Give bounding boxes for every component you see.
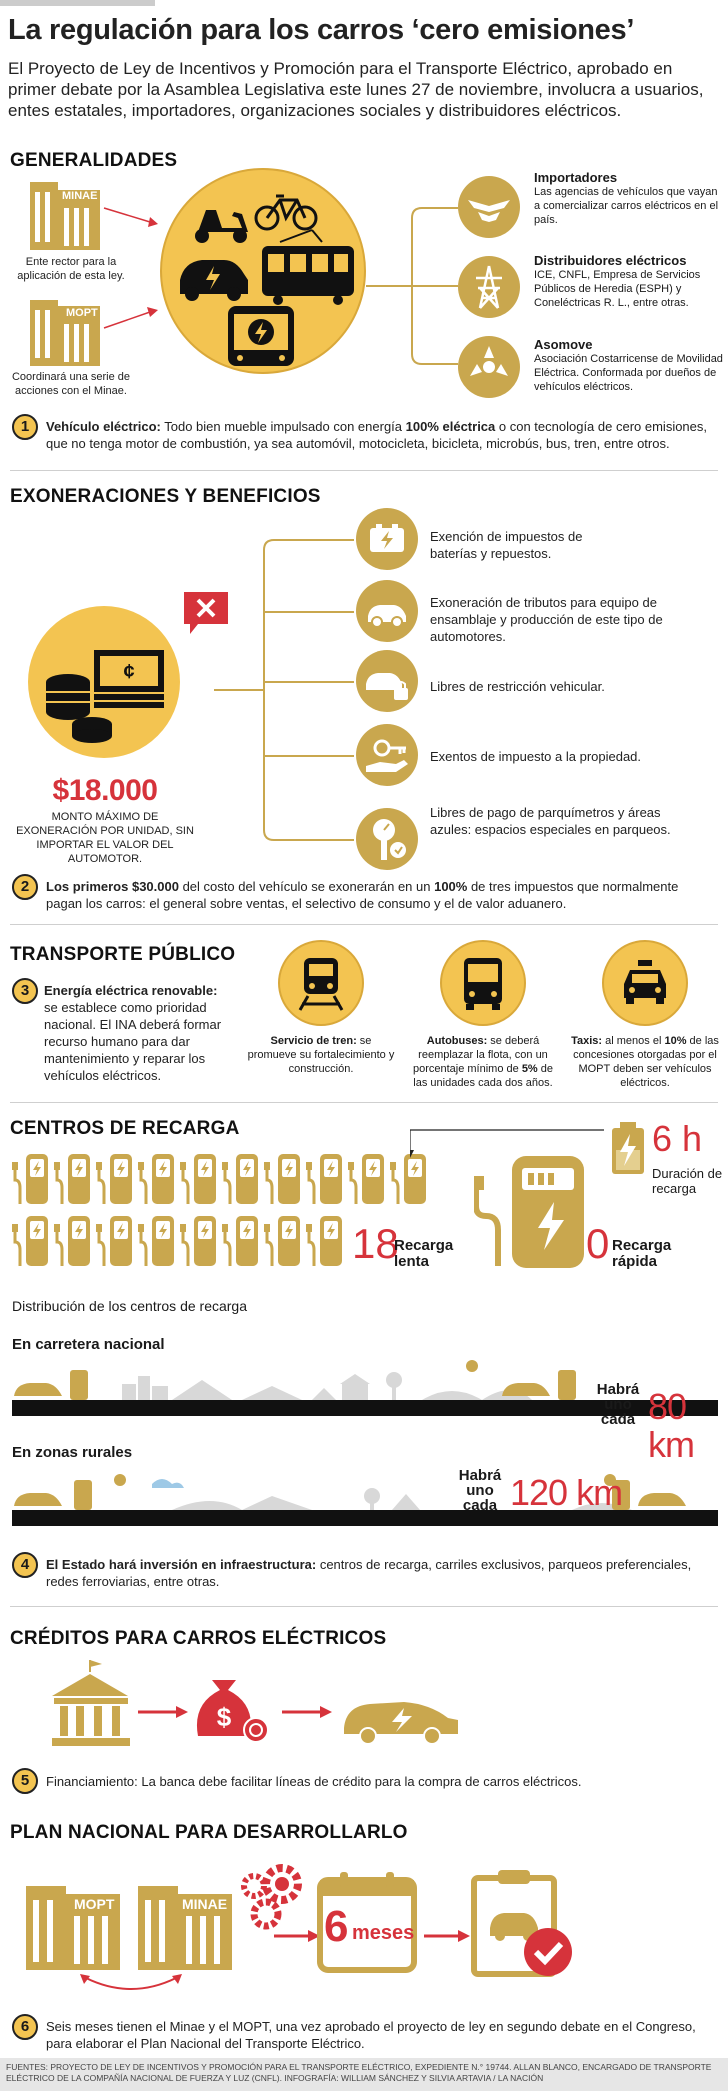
bank-icon [52, 1660, 130, 1746]
taxi-caption [570, 1034, 720, 1090]
benefit-item: Exención de impuestos de baterías y repuestos. [430, 529, 583, 561]
arrow [274, 1926, 322, 1946]
note-number: 6 [12, 2014, 38, 2040]
page-title: La regulación para los carros ‘cero emisiones’ [8, 14, 635, 46]
note-energia-renovable [44, 982, 226, 1084]
note-text: del costo del vehículo se exonerarán en un [178, 879, 435, 894]
car-assembly-icon [356, 580, 418, 642]
benefit-item: Libres de pago de parquímetros y áreas azules: espacios especiales en parqueos. [430, 805, 671, 837]
slow-charger-icon [138, 1150, 178, 1211]
minae-sign: MINAE [182, 1896, 228, 1912]
note-text: centros de recarga, carriles exclusivos, parqueos preferenciales, redes ferroviarias, entre otras. [46, 1557, 692, 1589]
car-lock-icon [356, 650, 418, 712]
actor-importadores [534, 170, 724, 227]
battery-icon [356, 508, 418, 570]
slow-charger-count: 18 [352, 1220, 399, 1267]
actor-distribuidores [534, 253, 724, 310]
road-km: 80 km [648, 1386, 694, 1465]
caption-bold: Autobuses: [426, 1035, 488, 1047]
note-exoneracion [46, 878, 718, 912]
caption-bold: Taxis: [571, 1035, 603, 1047]
note-bold: Energía eléctrica renovable: [44, 983, 218, 998]
divider [10, 1606, 718, 1607]
slow-charger-icon [348, 1150, 388, 1211]
mopt-sign: MOPT [74, 1896, 115, 1912]
slow-charger-icon [54, 1212, 94, 1273]
actors-bracket [366, 200, 462, 370]
distribution-title: Distribución de los centros de recarga [12, 1298, 248, 1314]
months-label: meses [352, 1922, 415, 1944]
mopt-building-icon [26, 1886, 120, 1970]
svg-text:¢: ¢ [123, 661, 135, 683]
note-text: Todo bien mueble impulsado con energía [160, 419, 406, 434]
slow-charger-icon [180, 1150, 220, 1211]
minae-building-icon [138, 1886, 232, 1970]
arrow [424, 1926, 472, 1946]
caption-text: de las unidades cada dos años. [413, 1063, 554, 1089]
actor-desc: Asociación Costarricense de Movilidad Eléctrica. Conformada por dueños de vehículos eléctricos. [534, 353, 723, 393]
note-text: o con tecnología de cero emisiones, que no tenga motor de combustión, ya sea automóvil, motocicleta, bicicleta, microbús, bus, tren, entre otros. [46, 419, 708, 451]
charger-right [558, 1370, 576, 1400]
note-number: 3 [12, 978, 38, 1004]
svg-text:$: $ [216, 1702, 232, 1732]
footer-sources: FUENTES: PROYECTO DE LEY DE INCENTIVOS Y PROMOCIÓN PARA EL TRANSPORTE ELÉCTRICO, EXPEDIENTE N.° 19744. ALLAN BLANCO, ENCARGADO DE TRANSPORTE ELÉCTRICO DE LA COMPAÑÍA NACIONAL DE FUERZA Y LUZ (CNFL). INFOGRAFÍA: WILLIAM SÁNCHEZ Y SILVIA ARTAVIA / LA NACIÓN [6, 2062, 712, 2083]
slow-charger-icon [54, 1150, 94, 1211]
parking-meter-icon [356, 808, 418, 870]
note-financiamiento: Financiamiento: La banca debe facilitar líneas de crédito para la compra de carros eléctricos. [46, 1774, 582, 1789]
note-number: 1 [12, 414, 38, 440]
note-number: 4 [12, 1552, 38, 1578]
slow-charger-icon [12, 1150, 52, 1211]
credit-flow [50, 1656, 470, 1752]
slow-charger-icon [96, 1150, 136, 1211]
electric-tower-icon [458, 256, 520, 318]
train-icon [278, 940, 364, 1026]
bus-caption [408, 1034, 558, 1090]
mopt-building-icon [30, 300, 100, 366]
slow-charger-icon [138, 1212, 178, 1273]
slow-charger-icon [222, 1150, 262, 1211]
section-title-transporte: TRANSPORTE PÚBLICO [10, 944, 236, 965]
section-title-plan: PLAN NACIONAL PARA DESARROLLARLO [10, 1822, 408, 1843]
caption-bold: 5% [521, 1063, 538, 1075]
note-bold: Vehículo eléctrico: [46, 419, 161, 434]
actor-title: Asomove [534, 337, 593, 352]
footer [0, 2058, 728, 2091]
slow-charger-label: Recarga lenta [394, 1237, 454, 1270]
tram-icon [262, 230, 354, 305]
intro-text: El Proyecto de Ley de Incentivos y Promoción para el Transporte Eléctrico, aprobado en primer debate por la Asamblea Legislativa este lunes 27 de noviembre, involucra a usuarios, entes estatales, importadores, organizaciones sociales y distribuidores eléctricos. [8, 59, 704, 120]
note-vehiculo-electrico [46, 418, 718, 452]
section-title-generalidades: GENERALIDADES [10, 150, 178, 171]
section-title-exoneraciones: EXONERACIONES Y BENEFICIOS [10, 486, 321, 507]
actor-desc: ICE, CNFL, Empresa de Servicios Públicos de Heredia (ESPH) y Coneléctricas R. L., entre otras. [534, 269, 701, 309]
charger-left [70, 1370, 88, 1400]
benefit-item: Exentos de impuesto a la propiedad. [430, 749, 642, 764]
road-label: En carretera nacional [12, 1336, 165, 1353]
caption-text: se promueve su fortalecimiento y construcción. [247, 1035, 395, 1075]
bicycle-icon [256, 196, 316, 229]
recharge-duration-label: Duración de recarga [652, 1166, 723, 1196]
gears-icon [232, 1856, 312, 1936]
section-title-recarga: CENTROS DE RECARGA [10, 1118, 240, 1139]
mopt-caption: Coordinará una serie de acciones con el Minae. [11, 371, 131, 397]
divider [10, 924, 718, 925]
rural-label: En zonas rurales [12, 1444, 133, 1461]
battery-charging-icon [608, 1122, 648, 1176]
mopt-sign: MOPT [66, 307, 98, 319]
exoneration-caption: MONTO MÁXIMO DE EXONERACIÓN POR UNIDAD, SIN IMPORTAR EL VALOR DEL AUTOMOTOR. [16, 811, 194, 865]
slow-charger-icon [222, 1212, 262, 1273]
benefit-item: Libres de restricción vehicular. [430, 679, 605, 694]
fast-charger-count: 0 [586, 1220, 610, 1267]
train-caption [246, 1034, 396, 1076]
asomove-logo-icon [458, 336, 520, 398]
slow-charger-icon [264, 1150, 304, 1211]
arrows-to-circle [100, 200, 160, 340]
minae-sign: MINAE [62, 190, 98, 202]
slow-charger-icon [306, 1150, 346, 1211]
top-bar [0, 0, 155, 6]
hand-key-icon [356, 724, 418, 786]
electric-car-icon [344, 1702, 458, 1744]
importers-eagle-icon [458, 176, 520, 238]
car-left [14, 1383, 62, 1396]
note-number: 2 [12, 874, 38, 900]
caption-bold: 10% [664, 1035, 687, 1047]
road-text: Habrá uno cada [596, 1381, 640, 1428]
note-text: se establece como prioridad nacional. El INA deberá formar recurso humano para dar mantenimiento y reparar los vehículos eléctricos. [44, 1000, 222, 1083]
exoneration-amount: $18.000 [52, 774, 158, 807]
note-bold: 100% eléctrica [405, 419, 496, 434]
car-icon [180, 260, 248, 301]
note-plan-nacional: Seis meses tienen el Minae y el MOPT, una vez aprobado el proyecto de ley en segundo debate en el Congreso, para elaborar el Plan Nacional del Transporte Eléctrico. [46, 2019, 696, 2051]
note-bold: El Estado hará inversión en infraestructura: [46, 1557, 317, 1572]
money-circle [28, 606, 180, 758]
actor-title: Distribuidores eléctricos [534, 253, 687, 268]
actor-asomove [534, 337, 724, 394]
fast-charger-label: Recarga rápida [612, 1237, 672, 1270]
slow-charger-icon [306, 1212, 346, 1273]
scooter-icon [195, 210, 248, 243]
actor-title: Importadores [534, 170, 618, 185]
bus-icon [228, 306, 294, 366]
months-number: 6 [324, 1902, 349, 1951]
minae-caption: Ente rector para la aplicación de esta ley. [17, 256, 125, 282]
note-text: de tres impuestos que normalmente pagan los carros: el general sobre ventas, el selectivo de consumo y el de valor aduanero. [46, 879, 679, 911]
slow-charger-icon [12, 1212, 52, 1273]
taxi-icon [602, 940, 688, 1026]
car-right [502, 1383, 550, 1396]
rural-km: 120 km [510, 1472, 623, 1513]
divider [10, 1102, 718, 1103]
recharge-duration: 6 h [652, 1118, 703, 1159]
money-bag-icon [197, 1680, 268, 1742]
slow-charger-icon [264, 1212, 304, 1273]
slow-charger-icon [96, 1212, 136, 1273]
vehicles-circle [160, 168, 366, 374]
section-title-creditos: CRÉDITOS PARA CARROS ELÉCTRICOS [10, 1628, 387, 1649]
caption-bold: Servicio de tren: [270, 1035, 357, 1047]
divider [10, 470, 718, 471]
bus-public-icon [440, 940, 526, 1026]
approved-plan-icon [470, 1868, 574, 1980]
slow-charger-icon [180, 1212, 220, 1273]
note-bold: 100% [434, 879, 468, 894]
calendar-icon [316, 1870, 418, 1974]
minae-building-icon [30, 182, 100, 250]
cooperation-arrow [76, 1972, 186, 1996]
note-bold: Los primeros $30.000 [46, 879, 179, 894]
caption-text: se deberá reemplazar la flota, con un porcentaje mínimo de [412, 1035, 548, 1075]
caption-text: al menos el [602, 1035, 665, 1047]
actor-desc: Las agencias de vehículos que vayan a comercializar carros eléctricos en el país. [534, 186, 719, 226]
rural-text: Habrá uno cada [458, 1467, 502, 1514]
note-infraestructura [46, 1556, 718, 1590]
bills-icon [94, 650, 164, 708]
fast-charger-icon [474, 1156, 594, 1270]
caption-text: de las concesiones otorgadas por el MOPT deben ser vehículos eléctricos. [573, 1035, 719, 1089]
benefits-bracket [214, 530, 364, 850]
benefit-item: Exoneración de tributos para equipo de ensamblaje y producción de este tipo de automotores. [430, 595, 663, 644]
note-number: 5 [12, 1768, 38, 1794]
